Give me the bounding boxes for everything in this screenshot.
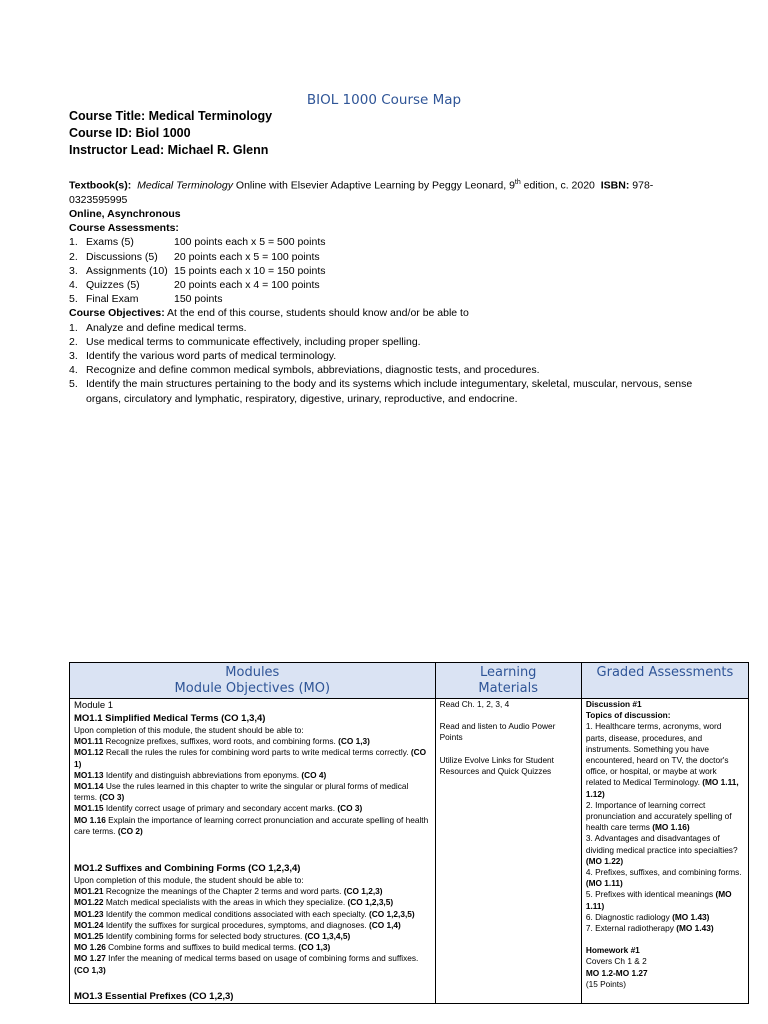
mo-co: (CO 1,4) — [369, 919, 401, 930]
graded-header — [581, 663, 748, 699]
modules-header-line2: Module Objectives (MO) — [174, 681, 331, 696]
topic-text: 6. Diagnostic radiology — [585, 911, 673, 922]
assessment-item — [69, 292, 709, 306]
mo-item — [74, 815, 431, 837]
topic-mo: (MO 1.11) — [585, 878, 623, 889]
learning-header — [435, 663, 581, 699]
mo-code: MO1.15 — [74, 803, 104, 814]
objective-text: Recognize and define common medical symbols, abbreviations, diagnostic tests, and procedures. — [86, 364, 540, 377]
mo-code: MO1.12 — [74, 747, 104, 758]
homework-title: Homework #1 — [585, 945, 640, 956]
learning-item: Utilize Evolve Links for Student Resources and Quick Quizzes — [439, 754, 554, 776]
mo-co: (CO 1,3) — [74, 964, 106, 975]
topic-item — [586, 867, 744, 889]
isbn-label: ISBN: — [600, 179, 630, 192]
mo-item — [74, 781, 431, 803]
homework-points: (15 Points) — [585, 978, 626, 989]
topic-item — [586, 721, 744, 799]
topic-text: 4. Prefixes, suffixes, and combining forms. — [585, 867, 742, 878]
topic-item — [586, 800, 744, 834]
isbn-value: 978-0323595995 — [69, 179, 654, 206]
assessment-points: 15 points each x 10 = 150 points — [174, 264, 326, 277]
assessment-points: 150 points — [174, 293, 223, 306]
mo-co: (CO 1) — [74, 747, 427, 769]
item-number: 3. — [69, 264, 78, 277]
mo-item — [74, 747, 431, 769]
item-number: 1. — [69, 236, 78, 249]
module-label: Module 1 — [74, 700, 114, 711]
objective-text: Use medical terms to communicate effectively, including proper spelling. — [86, 335, 421, 348]
discussion-title: Discussion #1 — [585, 699, 642, 709]
textbook-desc: Online with Elsevier Adaptive Learning by Peggy Leonard, 9 — [232, 179, 515, 192]
mo-text: Identify combining forms for selected body structures. — [103, 931, 305, 942]
course-id-line: Course ID: Biol 1000 — [69, 126, 191, 140]
textbook-title: Medical Terminology — [137, 179, 233, 192]
learning-item: Read Ch. 1, 2, 3, 4 — [439, 699, 510, 709]
modules-cell — [70, 699, 436, 1004]
mo-item — [74, 909, 431, 920]
objectives-list — [69, 321, 709, 406]
topic-mo: (MO 1.11, 1.12) — [585, 777, 739, 799]
assessment-name: Final Exam — [86, 293, 139, 306]
item-number: 2. — [69, 335, 78, 348]
mo-code: MO1.14 — [74, 781, 104, 792]
textbook-label: Textbook(s): — [69, 179, 132, 192]
learning-item: Read and listen to Audio Power Points — [439, 721, 556, 743]
mo-co: (CO 1,2,3,5) — [369, 908, 415, 919]
mo-text: Combine forms and suffixes to build medical terms. — [105, 942, 299, 953]
modules-header — [70, 663, 436, 699]
item-number: 4. — [69, 278, 78, 291]
homework-mo: MO 1.2-MO 1.27 — [585, 967, 648, 978]
mo-co: (CO 1,3,4,5) — [304, 931, 351, 942]
graded-assessments-cell — [581, 699, 748, 1004]
topics-label: Topics of discussion: — [585, 710, 671, 721]
page-title: BIOL 1000 Course Map — [306, 92, 462, 108]
mo-text: Identify the suffixes for surgical procedures, symptoms, and diagnoses. — [103, 919, 369, 930]
topic-text: 5. Prefixes with identical meanings — [585, 889, 716, 900]
mo-code: MO1.23 — [74, 908, 104, 919]
objective-item — [69, 363, 709, 377]
mo-text: Use the rules learned in this chapter to write the singular or plural forms of medical terms. — [74, 781, 409, 803]
objectives-intro: At the end of this course, students should know and/or be able to — [164, 307, 469, 320]
objective-item — [69, 321, 709, 335]
assessment-name: Assignments (10) — [86, 264, 168, 277]
topic-mo: (MO 1.43) — [672, 911, 710, 922]
graded-header-text: Graded Assessments — [596, 665, 734, 680]
mo-code: MO1.25 — [74, 931, 104, 942]
objective-item — [69, 335, 709, 349]
learning-header-line1: Learning — [480, 665, 537, 680]
objective-text: Identify the various word parts of medical terminology. — [86, 349, 337, 362]
topic-text: 1. Healthcare terms, acronyms, word parts, disease, procedures, and instruments. Something you have encountered, heard on TV, the doctor's office, or hospital, or maybe at work related to Medical Terminology. — [585, 721, 729, 788]
mo-code: MO1.11 — [74, 736, 104, 747]
topic-mo: (MO 1.11) — [585, 889, 732, 911]
item-number: 5. — [69, 293, 78, 306]
mo-co: (CO 4) — [301, 769, 327, 780]
assessment-item — [69, 235, 709, 249]
assessments-heading: Course Assessments: — [69, 222, 179, 235]
mo-text: Identify the common medical conditions associated with each specialty. — [103, 908, 369, 919]
mo-code: MO1.13 — [74, 769, 104, 780]
item-number: 2. — [69, 250, 78, 263]
assessment-item — [69, 250, 709, 264]
mo-item — [74, 770, 431, 781]
mo-text: Explain the importance of learning correct pronunciation and accurate spelling of health care terms. — [74, 814, 429, 836]
mo11-title: MO1.1 Simplified Medical Terms (CO 1,3,4) — [74, 713, 266, 724]
assessment-item — [69, 278, 709, 292]
learning-materials-cell — [435, 699, 581, 1004]
textbook-line — [69, 176, 709, 207]
assessment-points: 100 points each x 5 = 500 points — [174, 236, 326, 249]
mo11-intro: Upon completion of this module, the student should be able to: — [74, 725, 304, 735]
mo12-title: MO1.2 Suffixes and Combining Forms (CO 1,2,3,4) — [74, 863, 301, 875]
objective-item — [69, 377, 709, 405]
topic-mo: (MO 1.43) — [676, 923, 714, 934]
mo-code: MO1.24 — [74, 919, 104, 930]
assessments-list — [69, 235, 709, 306]
mo-text: Recall the rules the rules for combining word parts to write medical terms correctly. — [103, 747, 411, 758]
mo12-intro: Upon completion of this module, the student should be able to: — [74, 875, 304, 886]
edition-sup: th — [514, 179, 521, 186]
instructor-line: Instructor Lead: Michael R. Glenn — [69, 143, 269, 157]
assessment-name: Exams (5) — [86, 236, 134, 249]
assessment-points: 20 points each x 4 = 100 points — [174, 278, 320, 291]
mo-item — [74, 897, 431, 908]
learning-header-line2: Materials — [478, 681, 539, 696]
objectives-intro-line — [69, 306, 709, 320]
topic-mo: (MO 1.22) — [585, 855, 624, 866]
mo-code: MO 1.27 — [74, 953, 106, 964]
item-number: 5. — [69, 378, 78, 391]
topic-text: 2. Importance of learning correct pronunciation and accurately spelling of health care terms — [585, 799, 732, 833]
table-header-row — [70, 663, 749, 699]
mo-text: Recognize the meanings of the Chapter 2 terms and word parts. — [103, 886, 344, 897]
mo-co: (CO 1,3) — [298, 942, 331, 953]
objectives-label: Course Objectives: — [69, 307, 165, 320]
objective-item — [69, 349, 709, 363]
mo-co: (CO 3) — [337, 803, 363, 814]
mo-item — [74, 803, 431, 814]
item-number: 1. — [69, 321, 78, 334]
course-title-line: Course Title: Medical Terminology — [69, 109, 273, 123]
mo-code: MO1.22 — [74, 897, 104, 908]
item-number: 4. — [69, 364, 78, 377]
topic-mo: (MO 1.16) — [652, 822, 690, 833]
mo-co: (CO 1,2,3,5) — [347, 897, 394, 908]
course-info — [69, 108, 272, 159]
item-number: 3. — [69, 349, 78, 362]
mo-item — [74, 931, 431, 942]
modules-header-line1: Modules — [225, 665, 280, 680]
objective-text: Analyze and define medical terms. — [86, 321, 247, 334]
mo-item — [74, 942, 431, 953]
textbook-section — [69, 176, 709, 406]
objective-text: Identify the main structures pertaining to the body and its systems which include integumentary, skeletal, muscular, nervous, sense organs, circulatory and lymphatic, respiratory, digestive, urinary, reproductive, and endocrine. — [86, 378, 693, 405]
mo-item — [74, 886, 431, 897]
mo-item — [74, 953, 431, 975]
mo-code: MO 1.16 — [74, 814, 106, 825]
mo-code: MO 1.26 — [74, 942, 106, 953]
assessment-name: Quizzes (5) — [86, 278, 140, 291]
topic-item — [586, 912, 744, 923]
mo-co: (CO 3) — [99, 792, 125, 803]
mo-text: Identify correct usage of primary and secondary accent marks. — [103, 803, 338, 814]
mo13-title: MO1.3 Essential Prefixes (CO 1,2,3) — [74, 990, 234, 1002]
table-row — [70, 699, 749, 1004]
mo-text: Recognize prefixes, suffixes, word roots, and combining forms. — [103, 736, 339, 747]
mo-co: (CO 1,3) — [338, 736, 370, 747]
topic-item — [586, 833, 744, 867]
mo-code: MO1.21 — [74, 886, 104, 897]
topic-text: 3. Advantages and disadvantages of dividing medical practice into specialties? — [585, 833, 738, 855]
mo-text: Infer the meaning of medical terms based on usage of combining forms and suffixes. — [105, 953, 419, 964]
mo-co: (CO 1,2,3) — [343, 886, 383, 897]
assessment-name: Discussions (5) — [86, 250, 158, 263]
topic-item — [586, 889, 744, 911]
homework-covers: Covers Ch 1 & 2 — [585, 956, 647, 967]
mo-text: Identify and distinguish abbreviations from eponyms. — [103, 769, 302, 780]
assessment-item — [69, 264, 709, 278]
mo-text: Match medical specialists with the areas in which they specialize. — [103, 897, 348, 908]
course-format: Online, Asynchronous — [69, 207, 181, 220]
mo-item — [74, 920, 431, 931]
mo-item — [74, 736, 431, 747]
course-map-table — [69, 662, 749, 1004]
textbook-edition: edition, c. 2020 — [520, 179, 595, 192]
mo-co: (CO 2) — [117, 825, 143, 836]
topic-item — [586, 923, 744, 934]
assessment-points: 20 points each x 5 = 100 points — [174, 250, 320, 263]
topic-text: 7. External radiotherapy — [585, 923, 677, 934]
